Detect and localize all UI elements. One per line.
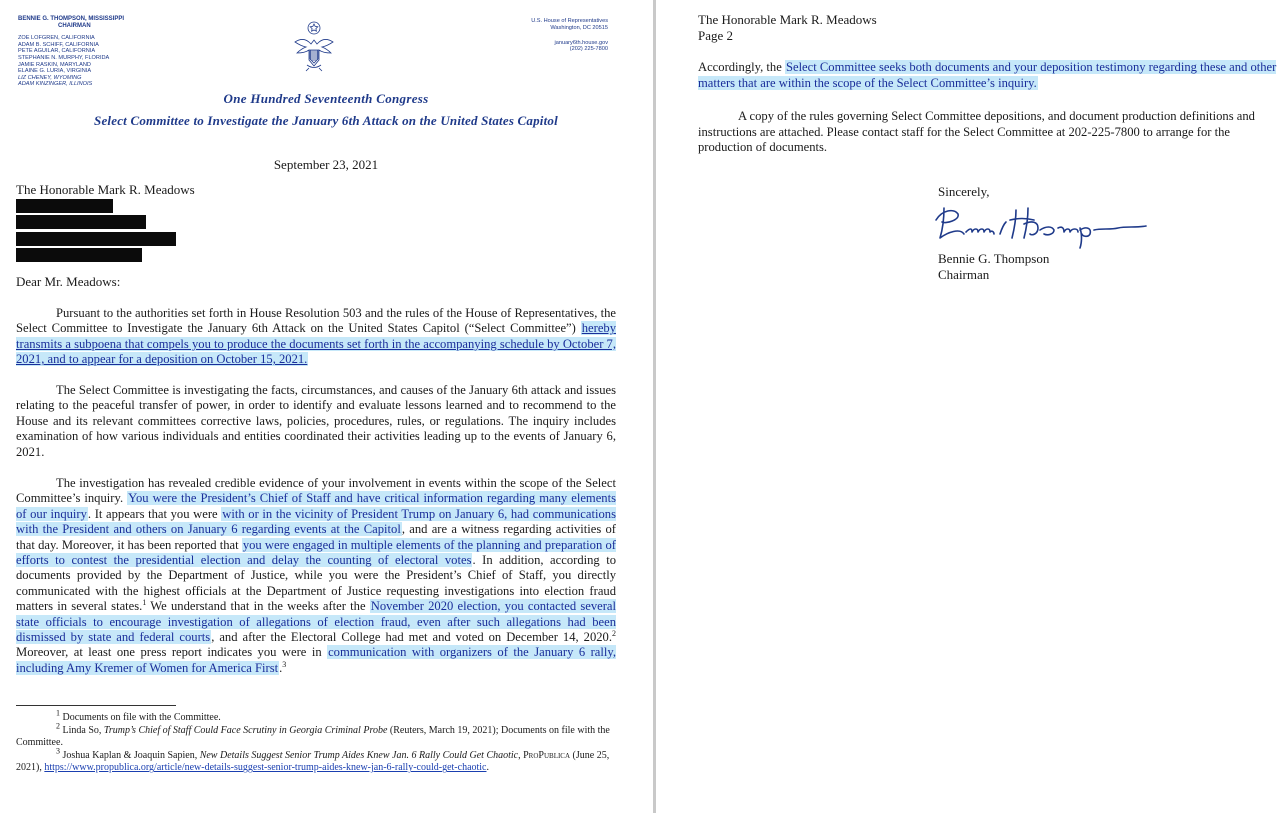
redacted-address-line: [16, 248, 142, 262]
highlighted-text: November 2020 election, you contacted several state officials to encourage investigation of allegations of election fraud, even after such allegations had been dismissed by state and federal courts: [16, 599, 617, 645]
closing: Sincerely,: [938, 184, 990, 199]
paragraph-text: The investigation has revealed credible evidence of your involvement in events within the scope of the Select Committee’s inquiry.: [16, 476, 616, 506]
highlighted-text: hereby transmits a subpoena that compels you to produce the documents set forth in the accompanying schedule by October 7, 2021, and to appear for a deposition on October 15, 2021.: [16, 321, 616, 367]
footnote-number: 3: [56, 746, 60, 756]
footnote-ref: 1: [142, 598, 147, 608]
letterhead-members: [18, 16, 124, 88]
congress-heading: One Hundred Seventeenth Congress: [223, 91, 429, 106]
highlighted-text: You were the President’s Chief of Staff and have critical information regarding many elements of our inquiry: [16, 491, 617, 521]
house-seal-icon: [289, 20, 339, 72]
signature-icon: [932, 198, 1152, 250]
footnote-ref: 2: [612, 628, 616, 638]
signer-name: Bennie G. Thompson: [938, 251, 1050, 266]
signer-block: [938, 251, 1049, 283]
committee-heading: Select Committee to Investigate the January 6th Attack on the United States Capitol: [94, 113, 558, 128]
footnote-text: ,: [518, 749, 521, 761]
house-name: U.S. House of Representatives: [531, 18, 608, 24]
paragraph-investigation-scope: [16, 383, 616, 460]
paragraph-evidence: [16, 476, 616, 676]
member-name: ZOE LOFGREN, CALIFORNIA: [18, 35, 95, 42]
member-name: ELAINE G. LURIA, VIRGINIA: [18, 68, 92, 75]
footnote-number: 2: [56, 721, 60, 731]
paragraph-text: . It appears that you were: [87, 506, 222, 521]
paragraph-text: , and after the Electoral College had met and voted on December 14, 2020.: [211, 630, 612, 645]
page-2-header: [698, 12, 877, 44]
salutation: Dear Mr. Meadows:: [16, 274, 121, 289]
letter-date: September 23, 2021: [273, 157, 379, 172]
footnote-2: [16, 721, 616, 750]
chairman-name: BENNIE G. THOMPSON, MISSISSIPPI: [18, 16, 125, 22]
letter-page-2: [658, 0, 1280, 813]
addressee: The Honorable Mark R. Meadows: [698, 12, 877, 27]
paragraph-text: .: [279, 660, 283, 675]
house-city: Washington, DC 20515: [550, 24, 608, 31]
footnote-link[interactable]: https://www.propublica.org/article/new-details-suggest-senior-trump-aides-knew-jan-6-rally-could-get-chaotic: [44, 762, 487, 774]
paragraph-text: Pursuant to the authorities set forth in House Resolution 503 and the rules of the House of Representatives, the Select Committee to Investigate the January 6th Attack on the United States Capitol (“Select Committee”): [16, 306, 616, 336]
paragraph-text: , and are a witness regarding activities of that day. Moreover, it has been reported that: [16, 522, 616, 552]
paragraph-text: We understand that in the weeks after the: [146, 599, 370, 614]
redacted-address-line: [16, 215, 146, 229]
paragraph-text: A copy of the rules governing Select Committee depositions, and document production definitions and instructions are attached. Please contact staff for the Select Committee at 202-225-7800 to arrange for the production of documents.: [698, 109, 1255, 155]
footnote-text: Linda So,: [60, 724, 104, 736]
member-name: PETE AGUILAR, CALIFORNIA: [18, 48, 96, 55]
chairman-title: CHAIRMAN: [58, 22, 91, 29]
highlighted-text: with or in the vicinity of President Trump on January 6, had communications with the President and others on January 6 regarding events at the Capitol: [16, 506, 616, 537]
footnotes: [16, 708, 616, 775]
redacted-address-line: [16, 232, 176, 246]
paragraph-instructions: [698, 109, 1280, 156]
member-name: LIZ CHENEY, WYOMING: [18, 74, 82, 81]
footnote-1: [16, 708, 616, 725]
addressee: The Honorable Mark R. Meadows: [16, 182, 195, 197]
paragraph-text: Moreover, at least one press report indicates you were in: [16, 645, 328, 660]
committee-phone: (202) 225-7800: [569, 46, 608, 53]
member-name: JAMIE RASKIN, MARYLAND: [18, 61, 91, 68]
footnote-3: [16, 746, 616, 775]
paragraph-text: Accordingly, the: [698, 60, 785, 74]
committee-website: january6th.house.gov: [554, 39, 608, 46]
highlighted-text: communication with organizers of the January 6 rally, including Amy Kremer of Women for America First: [16, 645, 616, 675]
letterhead-address: [531, 18, 608, 53]
member-name: ADAM B. SCHIFF, CALIFORNIA: [18, 41, 99, 48]
member-name: ADAM KINZINGER, ILLINOIS: [18, 81, 93, 88]
page-divider: [653, 0, 656, 813]
footnote-ref: 3: [282, 659, 287, 669]
member-name: STEPHANIE N. MURPHY, FLORIDA: [18, 54, 110, 61]
page-number: Page 2: [698, 28, 734, 43]
footnote-text: Documents on file with the Committee.: [60, 712, 221, 723]
footnote-publication: ProPublica: [523, 749, 571, 761]
footnote-text: (June 25, 2021),: [16, 749, 610, 774]
highlighted-text: Select Committee seeks both documents and your deposition testimony regarding these and other matters that are within the scope of the Select Committee’s inquiry.: [698, 60, 1277, 90]
footnote-text: Joshua Kaplan & Joaquin Sapien,: [60, 749, 200, 761]
footnote-text: .: [486, 762, 489, 774]
footnote-title: New Details Suggest Senior Trump Aides Knew Jan. 6 Rally Could Get Chaotic: [199, 749, 519, 761]
footnote-number: 1: [56, 708, 60, 718]
footnote-text: (Reuters, March 19, 2021); Documents on file with the Committee.: [16, 724, 610, 749]
footnote-divider: [16, 705, 176, 706]
paragraph-request: [698, 60, 1278, 91]
redacted-address-line: [16, 199, 113, 213]
footnote-title: Trump’s Chief of Staff Could Face Scrutiny in Georgia Criminal Probe: [103, 724, 388, 736]
paragraph-text: The Select Committee is investigating the facts, circumstances, and causes of the January 6th attack and issues relating to the peaceful transfer of power, in order to identify and evaluate lessons learned and to recommend to the House and its relevant committees corrective laws, policies, procedures, rules, or regulations. The inquiry includes examination of how various individuals and entities coordinated their activities leading up to the events of January 6, 2021.: [16, 383, 616, 459]
highlighted-text: you were engaged in multiple elements of the planning and preparation of efforts to contest the presidential election and delay the counting of electoral votes: [16, 537, 616, 568]
signer-title: Chairman: [938, 267, 990, 282]
paragraph-text: . In addition, according to documents provided by the Department of Justice, while you were the President’s Chief of Staff, you directly communicated with the highest officials at the Department of Justice requesting investigations into election fraud matters in several states.: [16, 553, 617, 614]
paragraph-subpoena: [16, 306, 616, 368]
